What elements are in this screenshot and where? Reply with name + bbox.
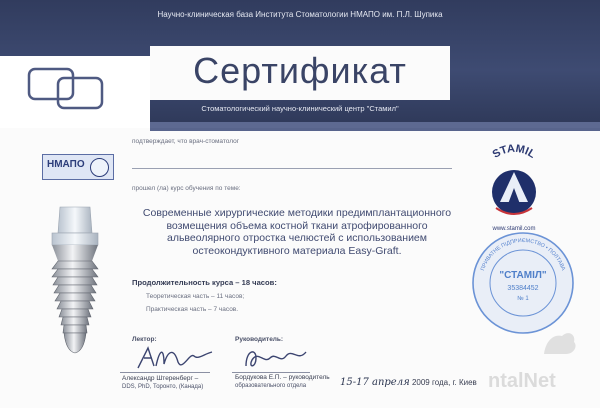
- lector-position: DDS, PhD, Торонто, (Канада): [122, 384, 204, 390]
- svg-text:STAMIL: [491, 143, 538, 161]
- head-position: образовательного отдела: [235, 383, 307, 389]
- head-name: Бордукова Е.П. – руководитель: [235, 374, 330, 381]
- practice-hours: Практическая часть – 7 часов.: [146, 306, 239, 313]
- lector-signature-line: [120, 372, 210, 373]
- nmapo-logo: [42, 154, 114, 180]
- stamp-ring-text: ПРИВАТНЕ ПІДПРИЄМСТВО • ПОЛТАВА: [480, 237, 566, 272]
- issue-date-printed: 2009 года, г. Киев: [411, 378, 477, 387]
- institute-name: Научно-клиническая база Института Стоматологии НМАПО им. П.Л. Шупика: [157, 10, 443, 19]
- head-label: Руководитель:: [235, 336, 284, 343]
- watermark-hand-icon: [540, 326, 580, 358]
- course-topic: Современные хирургические методики предимплантационного возмещения объема костной ткани атрофированного альвеолярного отростка челюстей с использованием остеокондуктивного материала Easy-Graft.: [142, 207, 452, 257]
- center-name: Стоматологический научно-клинический центр "Стамил": [201, 104, 399, 113]
- nmapo-emblem-icon: [90, 158, 109, 177]
- issue-date-handwritten: 15-17 апреля: [340, 377, 410, 388]
- lector-label: Лектор:: [132, 336, 157, 343]
- head-signature-line: [232, 372, 310, 373]
- issue-date: [340, 377, 477, 388]
- header-divider: [150, 128, 600, 131]
- stamp-number: № 1: [517, 296, 529, 302]
- stamil-url: www.stamil.com: [492, 226, 536, 232]
- nmapo-logo-text: НМАПО: [47, 159, 85, 170]
- stamil-logo: [468, 142, 560, 238]
- dental-implant-image: [28, 205, 128, 355]
- lector-name: Александр Штеренберг –: [122, 375, 199, 382]
- stamil-arc-text: STAMIL: [490, 142, 538, 161]
- head-signature: [240, 344, 310, 372]
- name-underline: [132, 168, 452, 169]
- watermark-text: ntalNet: [488, 370, 556, 392]
- certificate-title: Сертификат: [193, 50, 407, 91]
- stamp-name: "СТАМІЛ": [499, 270, 547, 281]
- official-stamp: [468, 228, 578, 338]
- interlocked-rectangles-logo: [26, 66, 106, 110]
- course-duration: Продолжительность курса – 18 часов:: [132, 278, 277, 287]
- theory-hours: Теоретическая часть – 11 часов;: [146, 293, 245, 300]
- lector-signature: [134, 342, 214, 372]
- stamp-code: 35384452: [507, 285, 539, 292]
- confirm-text: подтверждает, что врач-стоматолог: [132, 138, 240, 145]
- course-passed-text: прошел (ла) курс обучения по теме:: [132, 185, 241, 192]
